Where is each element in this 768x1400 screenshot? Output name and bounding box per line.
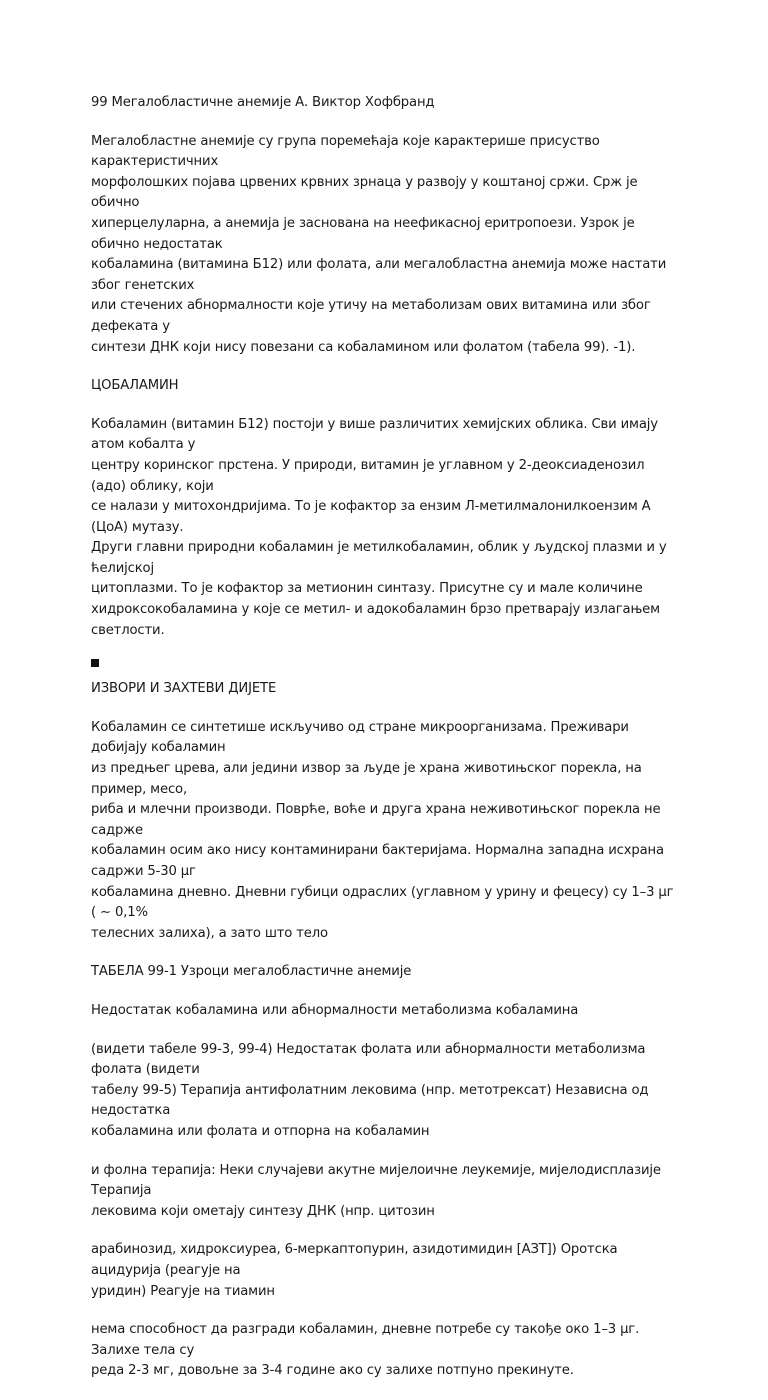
text-line: нема способност да разгради кобаламин, дневне потребе су такође око 1–3 μг. Залихе тела су [91, 1322, 640, 1358]
section-heading-cobalamin: ЦОБАЛАМИН [91, 378, 179, 394]
text-line: табелу 99-5) Терапија антифолатним лековима (нпр. метотрексат) Независна од недостатка [91, 1082, 649, 1119]
text-line: Кобаламин се синтетише искључиво од стране микроорганизама. Преживари добијају кобаламин [91, 719, 629, 756]
text-line: уридин) Реагује на тиамин [91, 1283, 275, 1299]
bullet-square-icon [91, 659, 99, 667]
text-line: синтези ДНК који нису повезани са кобаламином или фолатом (табела 99). -1). [91, 339, 636, 355]
table-title: ТАБЕЛА 99-1 Узроци мегалобластичне анемије [91, 964, 412, 980]
document-page [91, 93, 681, 1400]
text-line: Други главни природни кобаламин је метилкобаламин, облик у људској плазми и у ћелијској [91, 540, 667, 576]
text-line: или стечених абнормалности које утичу на метаболизам ових витамина или због дефеката у [91, 298, 651, 334]
text-line: кобаламина или фолата и отпорна на кобаламин [91, 1123, 430, 1139]
intro-paragraph [91, 132, 681, 359]
text-line: морфолошких појава црвених крвних зрнаца у развоју у коштаној сржи. Срж је обично [91, 174, 638, 211]
text-line: и фолна терапија: Неки случајеви акутне мијелоичне леукемије, мијелодисплазије Терапија [91, 1162, 661, 1199]
table-row-drugs [91, 1240, 681, 1302]
text-line: реда 2-3 мг, довољне за 3-4 године ако су залихе потпуно прекинуте. [91, 1363, 574, 1379]
document-title: 99 Мегалобластичне анемије А. Виктор Хофбранд [91, 95, 435, 110]
table-row-cobalamin: Недостатак кобаламина или абнормалности метаболизма кобаламина [91, 1002, 579, 1018]
text-line: риба и млечни производи. Поврће, воће и друга храна неживотињског порекла не садрже [91, 802, 661, 838]
text-line: кобаламина дневно. Дневни губици одраслих (углавном у урину и фецесу) су 1–3 μг ( ∼ 0,1% [91, 884, 674, 921]
text-line: центру коринског прстена. У природи, витамин је углавном у 2-деоксиаденозил (адо) облику, који [91, 457, 645, 494]
text-line: хидроксокобаламина у које се метил- и адокобаламин брзо претварају излагањем светлости. [91, 602, 660, 638]
text-line: цитоплазми. То је кофактор за метионин синтазу. Присутне су и мале количине [91, 581, 643, 597]
text-line: Кобаламин (витамин Б12) постоји у више различитих хемијских облика. Сви имају атом кобалта у [91, 416, 658, 453]
text-line: (видети табеле 99-3, 99-4) Недостатак фолата или абнормалности метаболизма фолата (видети [91, 1041, 646, 1078]
table-row-folate [91, 1040, 681, 1143]
text-line: кобаламина (витамина Б12) или фолата, али мегалобластна анемија може настати због генетских [91, 257, 667, 293]
text-line: лековима који ометају синтезу ДНК (нпр. цитозин [91, 1203, 435, 1219]
text-line: се налази у митохондријима. То је кофактор за ензим Л-метилмалонилкоензим А (ЦоА) мутазу. [91, 499, 651, 535]
table-row-therapy [91, 1161, 681, 1223]
text-line: телесних залиха), а зато што тело [91, 925, 328, 941]
text-line: кобаламин осим ако нису контаминирани бактеријама. Нормална западна исхрана садржи 5-30 μг [91, 843, 664, 879]
section-heading-sources: ИЗВОРИ И ЗАХТЕВИ ДИЈЕТЕ [91, 681, 277, 697]
closing-paragraph [91, 1320, 681, 1382]
sources-paragraph [91, 718, 681, 945]
text-line: арабинозид, хидроксиуреа, 6-меркаптопурин, азидотимидин [АЗТ]) Оротска ацидурија (реагује на [91, 1242, 618, 1278]
text-line: из предњег црева, али једини извор за људе је храна животињског порекла, на пример, месо, [91, 761, 642, 797]
cobalamin-paragraph [91, 415, 681, 642]
text-line: хиперцелуларна, а анемија је заснована на неефикасној еритропоези. Узрок је обично недостатак [91, 215, 635, 252]
text-line: Мегалобластне анемије су група поремећаја које карактерише присуство карактеристичних [91, 133, 600, 170]
